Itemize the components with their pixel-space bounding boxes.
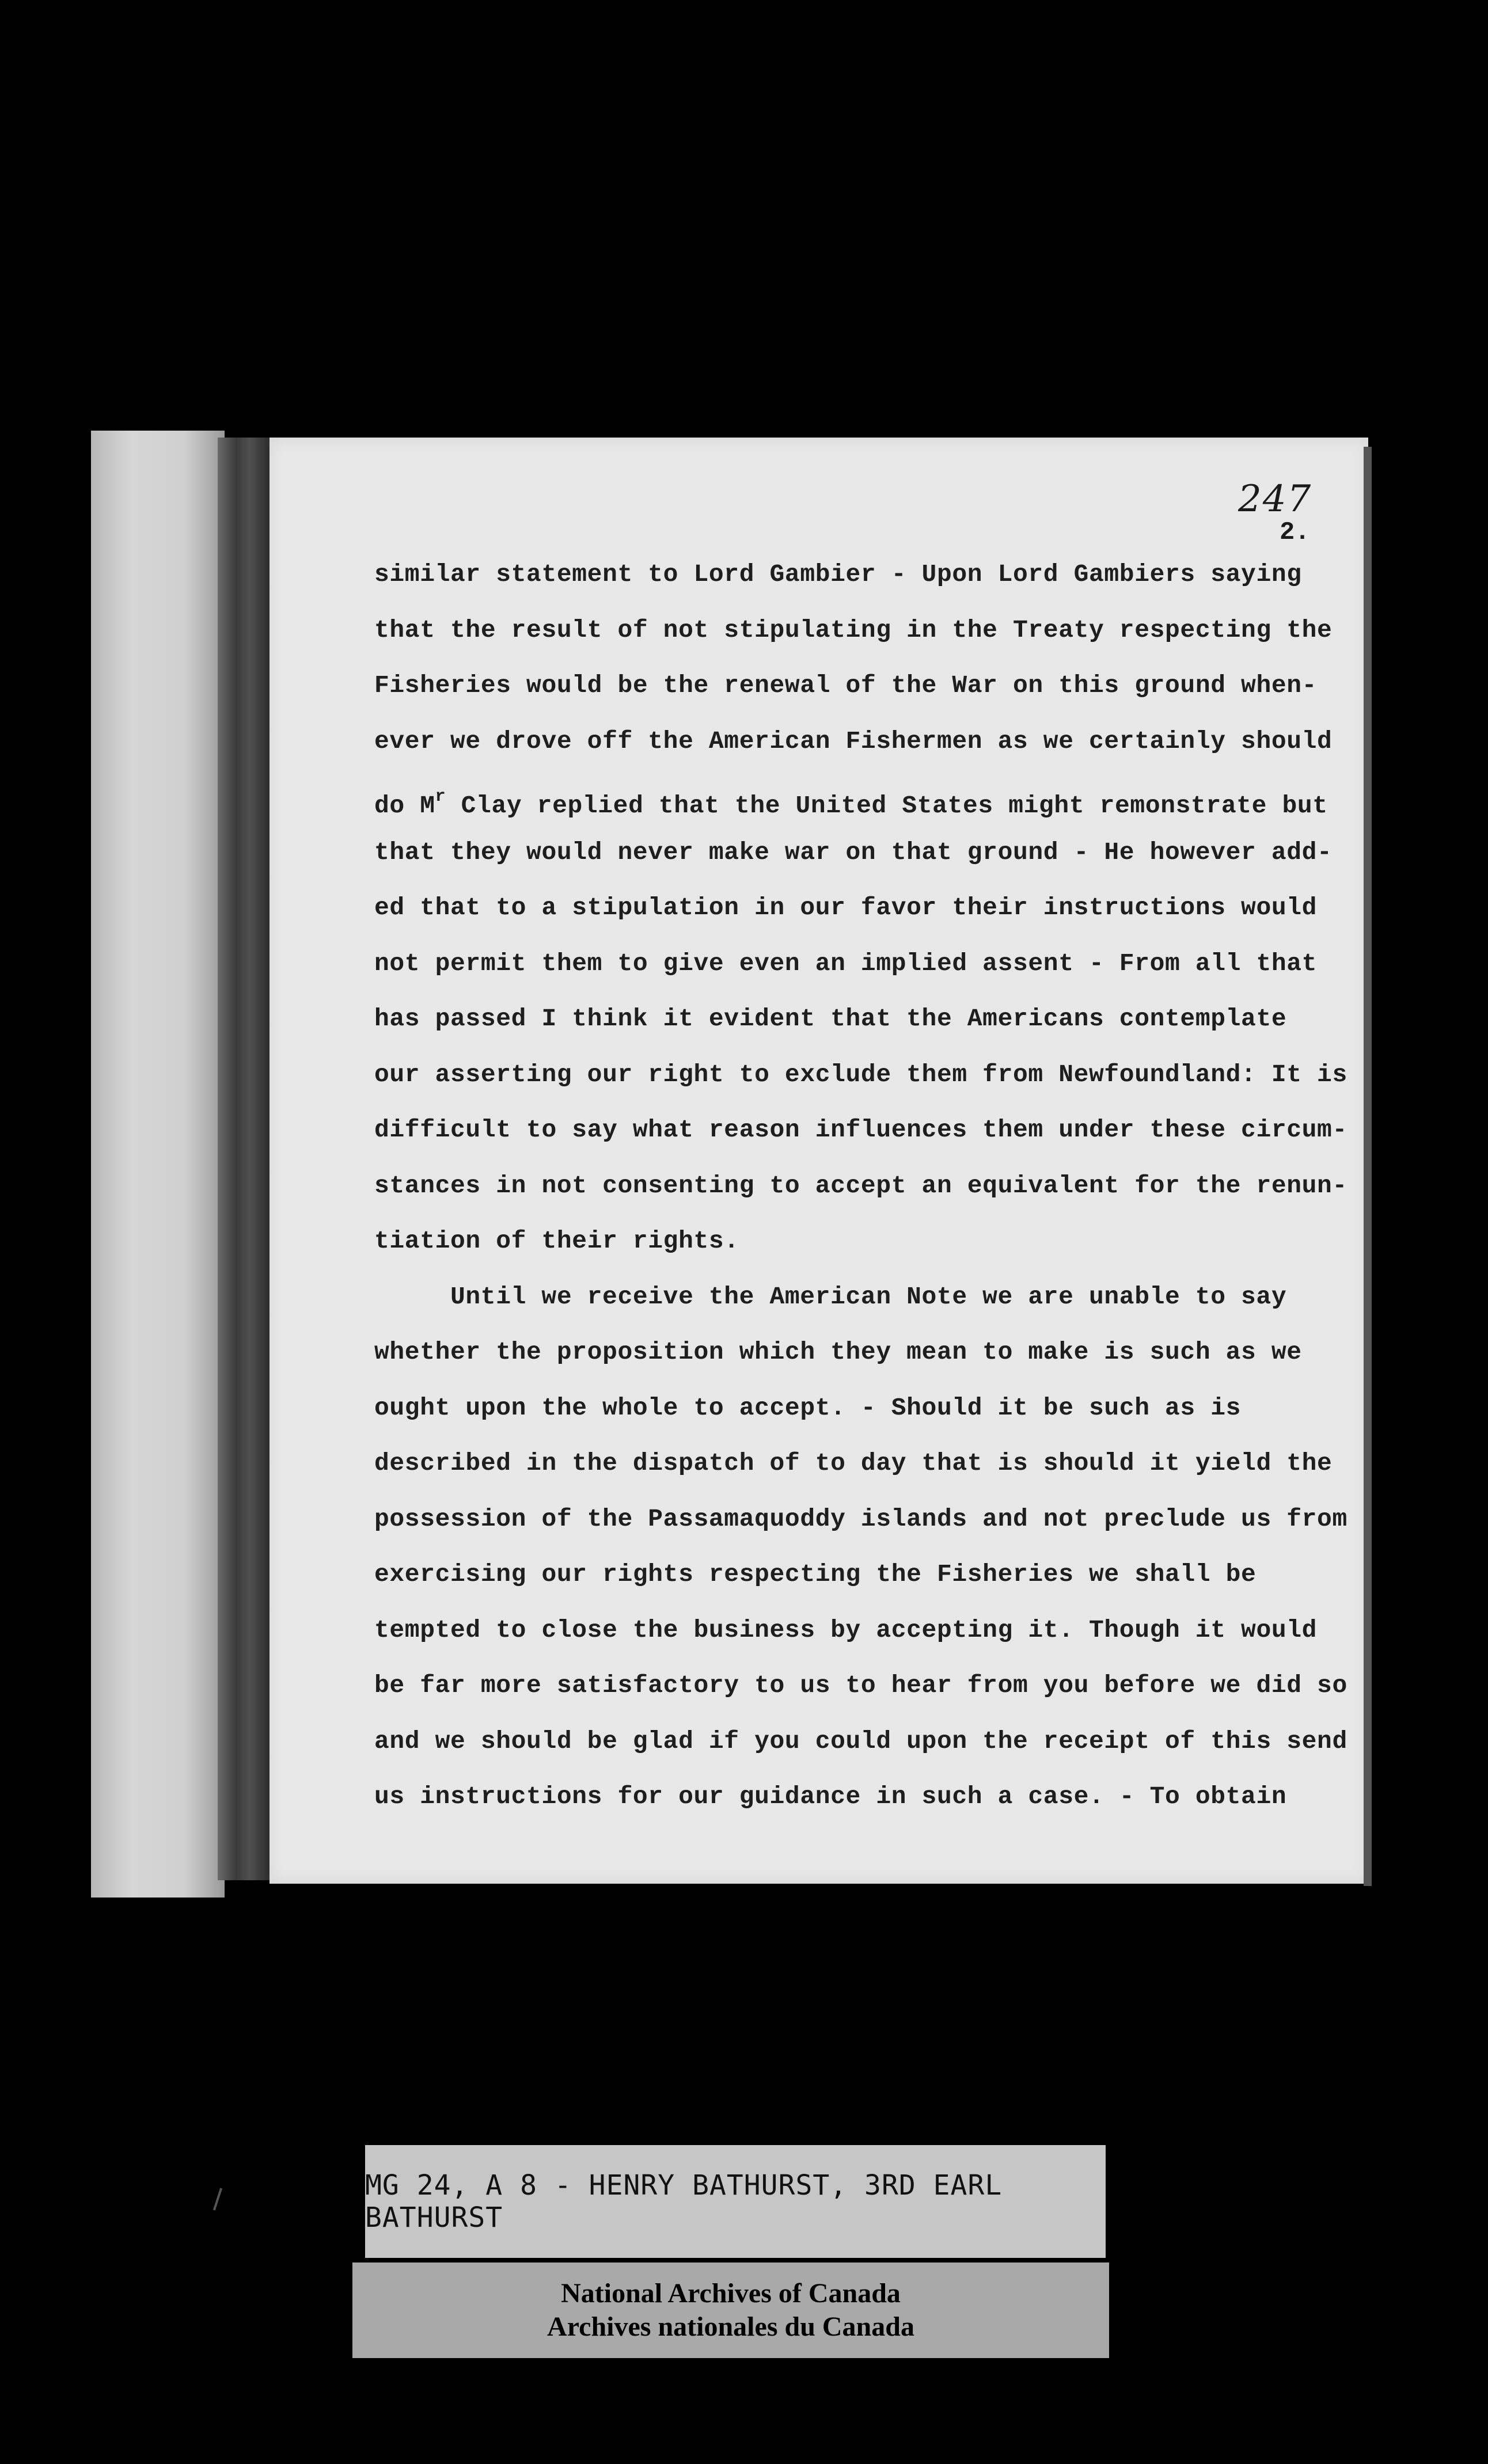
folio-number: 247 bbox=[1238, 478, 1312, 520]
text-line: not permit them to give even an implied assent - From all that bbox=[374, 949, 1318, 978]
text-line: tempted to close the business by accepting it. Though it would bbox=[374, 1615, 1318, 1644]
text-line: exercising our rights respecting the Fisheries we shall be bbox=[374, 1560, 1257, 1588]
text-line: whether the proposition which they mean to make is such as we bbox=[374, 1338, 1302, 1366]
collection-reference-label bbox=[365, 2145, 1106, 2258]
text-line: ever we drove off the American Fishermen as we certainly should bbox=[374, 727, 1333, 755]
text-line: that the result of not stipulating in the Treaty respecting the bbox=[374, 615, 1333, 644]
collection-reference-text: MG 24, A 8 - HENRY BATHURST, 3RD EARL BATHURST bbox=[365, 2169, 1003, 2234]
text-line: similar statement to Lord Gambier - Upon Lord Gambiers saying bbox=[374, 560, 1302, 588]
text-line: tiation of their rights. bbox=[374, 1227, 739, 1255]
text-line: that they would never make war on that ground - He however add- bbox=[374, 838, 1333, 866]
superscript-r: r bbox=[435, 787, 446, 807]
text-line: difficult to say what reason influences them under these circum- bbox=[374, 1116, 1347, 1144]
text-line: ought upon the whole to accept. - Should it be such as is bbox=[374, 1393, 1242, 1422]
previous-page-edge bbox=[91, 431, 225, 1898]
binding-gutter bbox=[218, 438, 271, 1880]
text-line: possession of the Passamaquoddy islands and not preclude us from bbox=[374, 1504, 1347, 1533]
text-line: Until we receive the American Note we are unable to say bbox=[450, 1282, 1287, 1311]
archives-name-english: National Archives of Canada bbox=[561, 2278, 901, 2309]
film-scratch bbox=[213, 2188, 222, 2210]
text-line: us instructions for our guidance in such a case. - To obtain bbox=[374, 1782, 1287, 1811]
text-line: Fisheries would be the renewal of the War on this ground when- bbox=[374, 671, 1318, 699]
letter-body bbox=[374, 557, 1347, 1835]
text-line: stances in not consenting to accept an equivalent for the renun- bbox=[374, 1171, 1347, 1200]
text-line-prefix: do M bbox=[374, 792, 435, 820]
archives-name-french: Archives nationales du Canada bbox=[547, 2311, 914, 2342]
text-line-rest: Clay replied that the United States might remonstrate but bbox=[461, 792, 1328, 820]
text-line: described in the dispatch of to day that is should it yield the bbox=[374, 1449, 1333, 1477]
text-line: and we should be glad if you could upon the receipt of this send bbox=[374, 1727, 1347, 1755]
text-line: be far more satisfactory to us to hear from you before we did so bbox=[374, 1671, 1347, 1699]
page-number: 2. bbox=[1280, 518, 1310, 547]
text-line: our asserting our right to exclude them from Newfoundland: It is bbox=[374, 1060, 1347, 1089]
archives-label bbox=[352, 2263, 1109, 2358]
text-line: has passed I think it evident that the Americans contemplate bbox=[374, 1005, 1287, 1033]
text-line: ed that to a stipulation in our favor their instructions would bbox=[374, 893, 1318, 922]
text-line bbox=[374, 779, 1330, 835]
page-right-edge bbox=[1364, 447, 1372, 1886]
